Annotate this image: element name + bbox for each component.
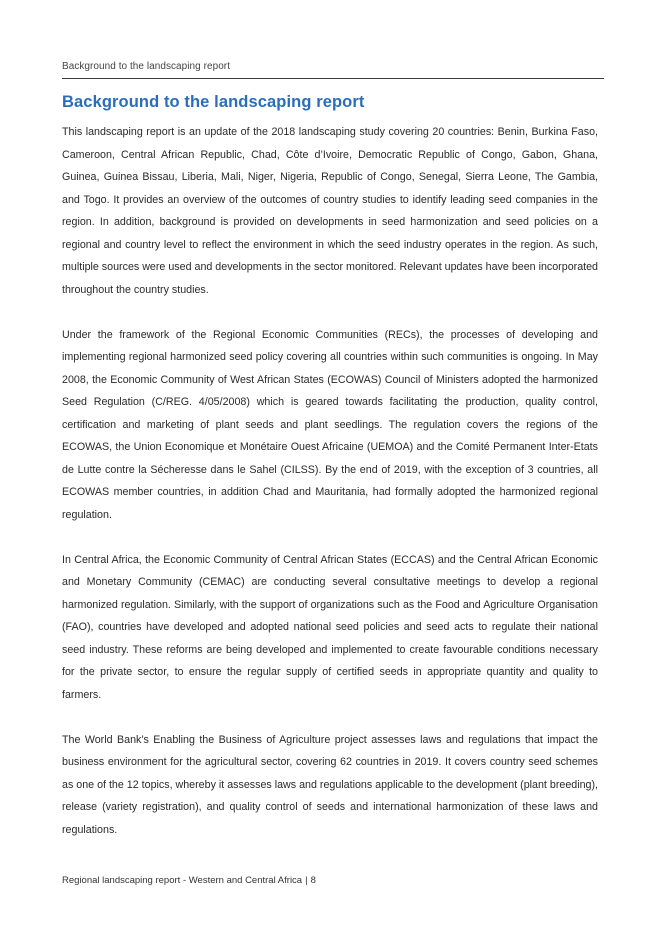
footer-report-title: Regional landscaping report - Western and Central Africa xyxy=(62,875,303,886)
paragraph-world-bank: The World Bank’s Enabling the Business of Agriculture project assesses laws and regulations that impact the business environment for the agricultural sector, covering 62 countries in 2019. It covers country seed schemes as one of the 12 topics, whereby it assesses laws and regulations applicable to the development (plant breeding), release (variety registration), and quality control of seeds and international harmonization of these laws and regulations. xyxy=(62,733,598,836)
paragraph-intro: This landscaping report is an update of the 2018 landscaping study covering 20 countries: Benin, Burkina Faso, Cameroon, Central African Republic, Chad, Côte d’Ivoire, Democratic Republic of Congo, Gabon, Ghana, Guinea, Guinea Bissau, Liberia, Mali, Niger, Nigeria, Republic of Congo, Senegal, Sierra Leone, The Gambia, and Togo. It provides an overview of the outcomes of country studies to identify leading seed companies in the region. In addition, background is provided on developments in seed harmonization and seed policies on a regional and country level to reflect the environment in which the seed industry operates in the region. As such, multiple sources were used and developments in the sector monitored. Relevant updates have been incorporated throughout the country studies. xyxy=(62,126,598,296)
page-title: Background to the landscaping report xyxy=(62,93,365,111)
footer-separator: | xyxy=(305,875,308,886)
body-text xyxy=(62,121,598,864)
paragraph-recs: Under the framework of the Regional Economic Communities (RECs), the processes of developing and implementing regional harmonized seed policy covering all countries within such communities is ongoing. In May 2008, the Economic Community of West African States (ECOWAS) Council of Ministers adopted the harmonized Seed Regulation (C/REG. 4/05/2008) which is geared towards facilitating the production, quality control, certification and marketing of plant seeds and plant seedlings. The regulation covers the regions of the ECOWAS, the Union Economique et Monétaire Ouest Africaine (UEMOA) and the Comité Permanent Inter-Etats de Lutte contre la Sécheresse dans le Sahel (CILSS). By the end of 2019, with the exception of 3 countries, all ECOWAS member countries, in addition Chad and Mauritania, had formally adopted the harmonized regional regulation. xyxy=(62,328,598,521)
page-number: 8 xyxy=(310,875,316,886)
page-footer xyxy=(62,875,316,886)
running-header: Background to the landscaping report xyxy=(62,61,231,72)
paragraph-central-africa: In Central Africa, the Economic Community of Central African States (ECCAS) and the Central African Economic and Monetary Community (CEMAC) are conducting several consultative meetings to develop a regional harmonized regulation. Similarly, with the support of organizations such as the Food and Agriculture Organisation (FAO), countries have developed and adopted national seed policies and seed acts to regulate their national seed industry. These reforms are being developed and implemented to create favourable conditions necessary for the private sector, to ensure the regular supply of certified seeds in appropriate quantity and quality to farmers. xyxy=(62,553,598,701)
header-divider xyxy=(62,78,604,79)
